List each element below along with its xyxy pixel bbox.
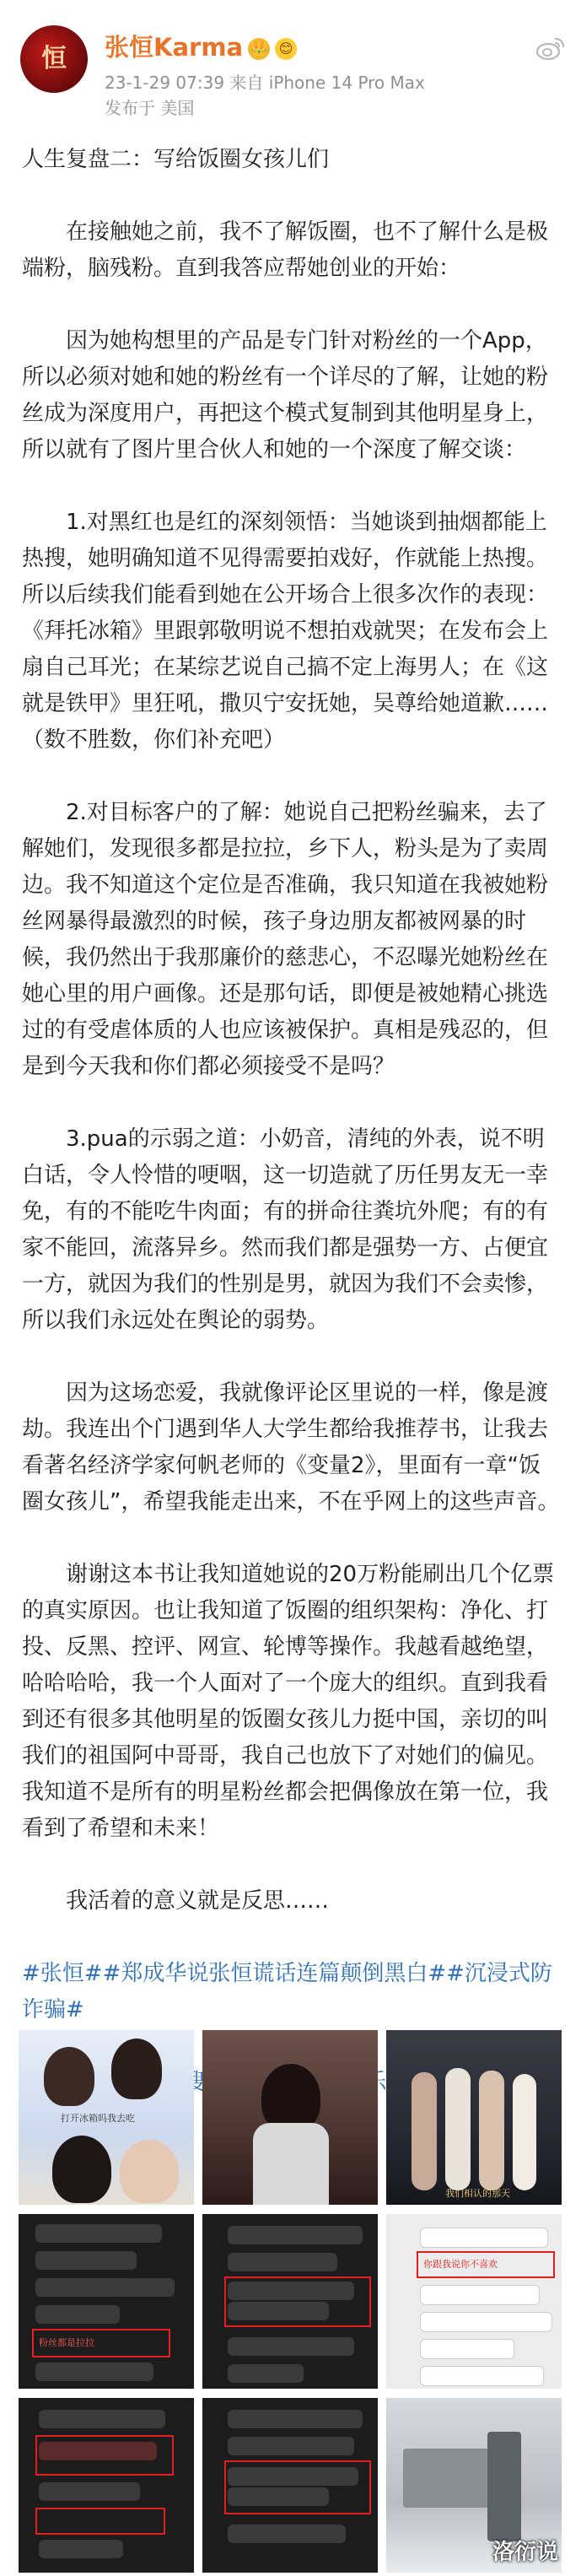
post-header [0,0,581,127]
chat-bubble [39,2482,140,2501]
highlight-box [35,2508,165,2535]
person-figure [445,2068,471,2190]
paragraph: 3.pua的示弱之道：小奶音，清纯的外表，说不明白话，令人怜惜的哽咽，这一切造就了历任男友无一幸免，有的不能吃牛肉面；有的拼命往粪坑外爬；有的有家不能回，流落异乡。然而我们都是强势一方、占便宜一方，就因为我们的性别是男，就因为我们不会卖惨，所以我们永远处在舆论的弱势。 [22,1126,549,1333]
chat-highlight-text: 你跟我说你不喜欢 [423,2259,498,2270]
person-figure [44,2047,94,2106]
chat-bubble [420,2285,540,2305]
image-grid [19,2030,562,2575]
chat-bubble [420,2339,514,2359]
person-figure [111,2039,162,2099]
image-thumbnail-1[interactable] [19,2030,194,2205]
chat-bubble [35,2251,137,2270]
machine-shape [487,2432,521,2541]
chat-bubble [420,2312,552,2332]
person-figure [253,2123,329,2205]
image-thumbnail-6[interactable] [386,2214,562,2389]
paragraph: 我活着的意义就是反思…… [66,1888,330,1914]
username-text[interactable]: 张恒Karma [105,33,244,62]
chat-bubble [228,2410,363,2428]
image-thumbnail-5[interactable] [202,2214,378,2389]
chat-highlight-text: 粉丝都是拉拉 [39,2337,94,2348]
paragraph: 在接触她之前，我不了解饭圈，也不了解什么是极端粉，脑残粉。直到我答应帮她创业的开始： [22,219,549,281]
username[interactable] [105,29,297,63]
weibo-logo-icon [535,35,566,61]
machine-shape [403,2449,496,2508]
chat-bubble [228,2253,337,2271]
chat-bubble [228,2337,354,2356]
person-figure [513,2074,536,2190]
smile-badge-icon: 😊 [275,38,297,60]
chat-bubble [35,2305,120,2324]
chat-bubble [228,2226,363,2244]
image-thumbnail-3[interactable] [386,2030,562,2205]
paragraph: 因为她构想里的产品是专门针对粉丝的一个App，所以必须对她和她的粉丝有一个详尽的了解，让她的粉丝成为深度用户，再把这个模式复制到其他明星身上，所以就有了图片里合伙人和她的一个深度了解交谈： [22,328,549,462]
paragraph: 因为这场恋爱，我就像评论区里说的一样，像是渡劫。我连出个门遇到华人大学生都给我推荐书，让我去看著名经济学家何帆老师的《变量2》，里面有一章“饭圈女孩儿”，希望我能走出来，不在乎网上的这些声音。 [22,1380,560,1515]
chat-bubble [420,2366,544,2386]
post-body [22,142,562,2137]
chat-bubble [228,2364,304,2383]
image-caption: 我们相认的那天 [445,2188,510,2199]
chat-bubble [228,2467,358,2486]
post-time-source: 23-1-29 07:39 来自 iPhone 14 Pro Max [105,73,425,93]
image-thumbnail-9[interactable] [386,2398,562,2573]
avatar[interactable] [20,25,88,93]
chat-bubble [35,2363,153,2381]
chat-bubble [228,2525,346,2543]
post-location: 发布于 美国 [105,98,195,118]
image-thumbnail-7[interactable] [19,2398,194,2573]
image-thumbnail-8[interactable] [202,2398,378,2573]
chat-bubble [228,2487,329,2506]
person-figure [412,2072,437,2190]
person-figure [120,2140,179,2203]
post-title: 人生复盘二：写给饭圈女孩儿们 [22,147,330,172]
person-figure [52,2136,111,2203]
watermark-text: 洛衍说 [492,2540,558,2565]
paragraph: 1.对黑红也是红的深刻领悟：当她谈到抽烟都能上热搜，她明确知道不见得需要拍戏好，作就能上热搜。所以后续我们能看到她在公开场合上很多次作的表现：《拜托冰箱》里跟郭敬明说不想拍戏就哭；在发布会上扇自己耳光；在某综艺说自己搞不定上海男人；在《这就是铁甲》里狂吼，撒贝宁安抚她，吴尊给她道歉……（数不胜数，你们补充吧） [22,510,549,753]
chat-bubble [228,2282,354,2300]
image-thumbnail-2[interactable] [202,2030,378,2205]
chat-bubble [39,2410,165,2428]
paragraph: 谢谢这本书让我知道她说的20万粉能刷出几个亿票的真实原因。也让我知道了饭圈的组织架构：净化、打投、反黑、控评、网宣、轮博等操作。我越看越绝望，哈哈哈哈，我一个人面对了一个庞大的组织。直到我看到还有很多其他明星的饭圈女孩儿力挺中国，亲切的叫我们的祖国阿中哥哥，我自己也放下了对她们的偏见。我知道不是所有的明星粉丝都会把偶像放在第一位，我看到了希望和未来！ [22,1562,555,1841]
chat-bubble [228,2437,354,2455]
paragraph: 2.对目标客户的了解：她说自己把粉丝骗来，去了解她们，发现很多都是拉拉，乡下人，粉头是为了卖周边。我不知道这个定位是否准确，我只知道在我被她粉丝网暴得最激烈的时候，孩子身边朋友都被网暴的时候，我仍然出于我那廉价的慈悲心，不忍曝光她粉丝在她心里的用户画像。还是那句话，即便是被她精心挑选过的有受虐体质的人也应该被保护。真相是残忍的，但是到今天我和你们都必须接受不是吗？ [22,800,549,1079]
chat-bubble [35,2224,162,2243]
avatar-image: 恒 [41,44,67,73]
image-thumbnail-4[interactable] [19,2214,194,2389]
person-figure [479,2071,504,2190]
chat-bubble [39,2540,123,2558]
chat-bubble [228,2302,329,2320]
person-figure [261,2064,320,2131]
chat-bubble [420,2228,548,2248]
image-caption: 打开冰箱吗我去吃 [61,2113,135,2124]
chat-bubble [35,2278,175,2297]
crown-badge-icon: 👑 [248,38,270,60]
chat-bubble [39,2442,157,2460]
hashtag-links[interactable]: #张恒##郑成华说张恒谎话连篇颠倒黑白##沉浸式防诈骗# [22,1961,552,2022]
